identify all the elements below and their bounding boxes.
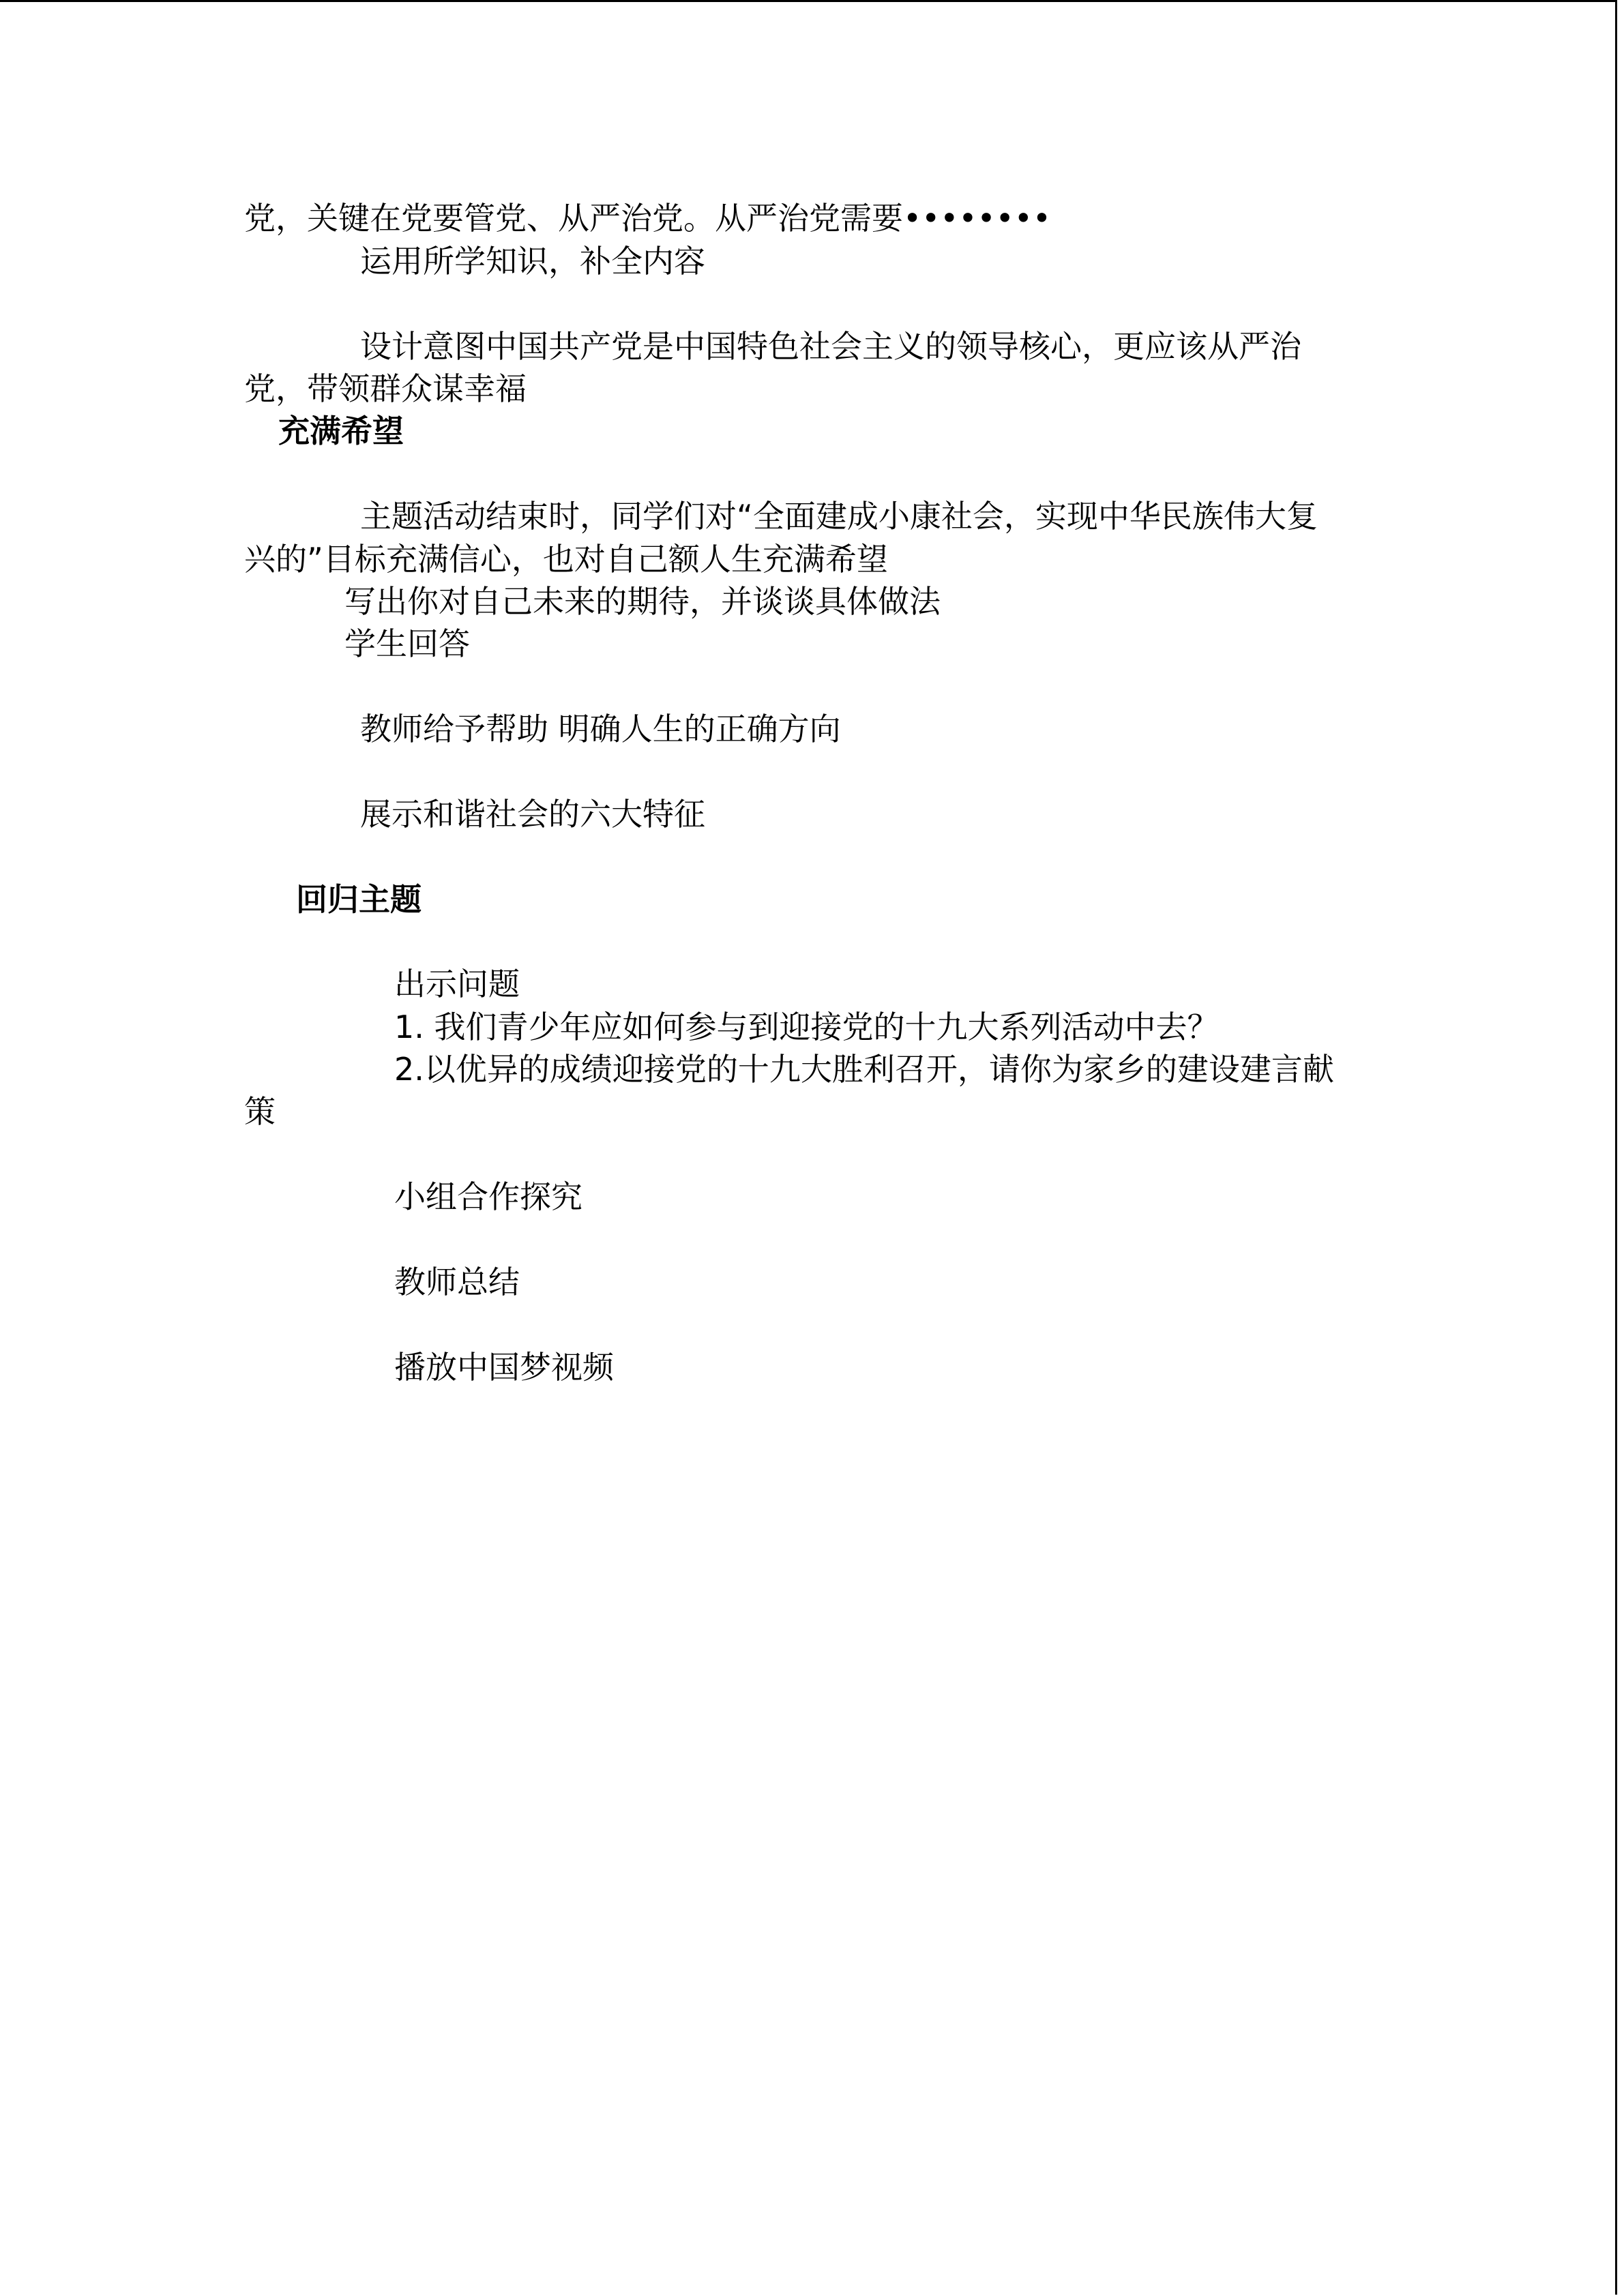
show-features: 展示和谐社会的六大特征 — [360, 796, 705, 833]
play-video: 播放中国梦视频 — [394, 1349, 614, 1386]
student-answer: 学生回答 — [344, 625, 470, 662]
heading-full-of-hope: 充满希望 — [278, 413, 404, 449]
question-1: 1. 我们青少年应如何参与到迎接党的十九大系列活动中去？ — [394, 1009, 1219, 1045]
design-intent-line-1: 设计意图中国共产党是中国特色社会主义的领导核心，更应该从严治 — [360, 328, 1301, 365]
task-write-expectation: 写出你对自己未来的期待，并谈谈具体做法 — [344, 583, 941, 620]
paragraph-party-strict: 党，关键在党要管党、从严治党。从严治党需要•••••••• — [244, 200, 1052, 237]
theme-activity-line-1: 主题活动结束时，同学们对“全面建成小康社会，实现中华民族伟大复 — [360, 498, 1318, 535]
question-2-line-2: 策 — [244, 1093, 276, 1130]
show-questions: 出示问题 — [394, 966, 520, 1002]
theme-activity-line-2: 兴的”目标充满信心，也对自己额人生充满希望 — [244, 541, 888, 578]
teacher-help: 教师给予帮助 明确人生的正确方向 — [360, 711, 841, 747]
instruction-apply-knowledge: 运用所学知识，补全内容 — [360, 243, 705, 280]
group-explore: 小组合作探究 — [394, 1178, 582, 1215]
design-intent-line-2: 党，带领群众谋幸福 — [244, 370, 527, 407]
heading-return-theme: 回归主题 — [296, 881, 422, 918]
teacher-summary: 教师总结 — [394, 1264, 520, 1300]
question-2-line-1: 2.以优异的成绩迎接党的十九大胜利召开，请你为家乡的建设建言献 — [394, 1051, 1334, 1088]
